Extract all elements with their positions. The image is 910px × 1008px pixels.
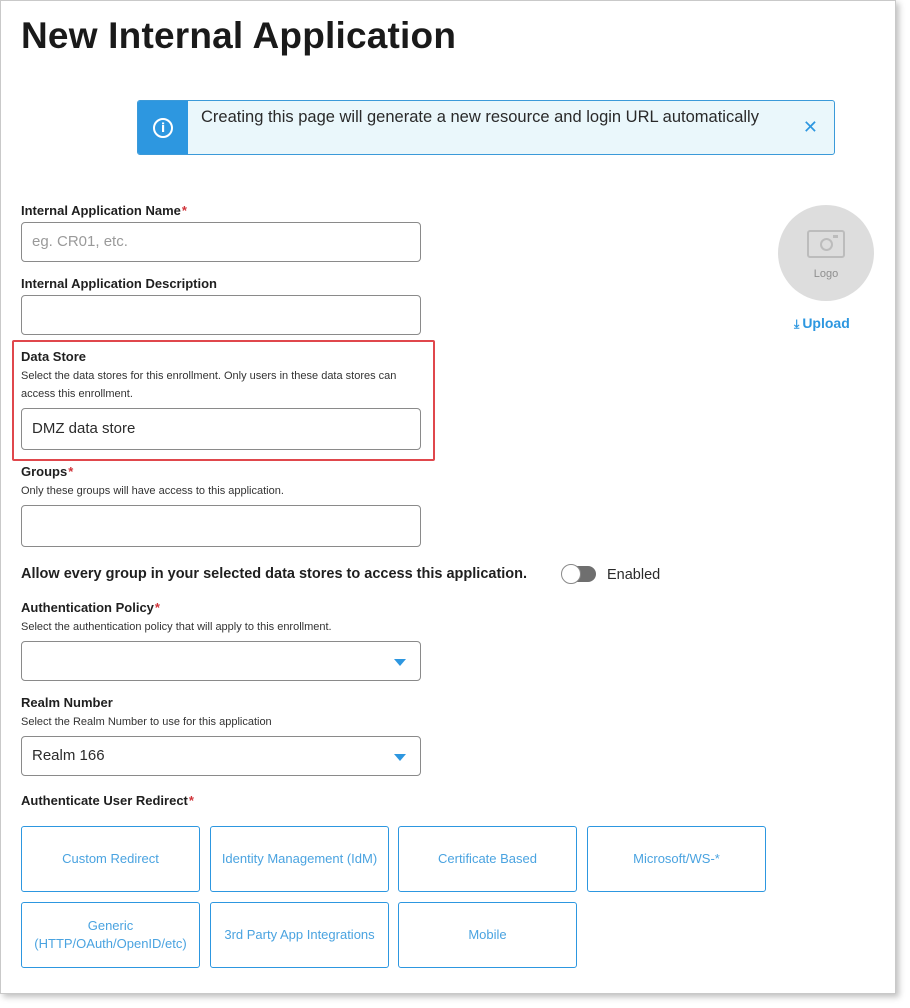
- redirect-label: [21, 793, 194, 808]
- auth-policy-label: [21, 600, 160, 615]
- redirect-option-mobile[interactable]: Mobile: [398, 902, 577, 968]
- redirect-option-idm[interactable]: Identity Management (IdM): [210, 826, 389, 892]
- redirect-option-third-party[interactable]: 3rd Party App Integrations: [210, 902, 389, 968]
- logo-placeholder[interactable]: [778, 205, 874, 301]
- redirect-label-text: Authenticate User Redirect: [21, 793, 188, 808]
- auth-policy-help: Select the authentication policy that will apply to this enrollment.: [21, 621, 332, 633]
- data-store-input[interactable]: DMZ data store: [21, 408, 421, 450]
- camera-flash: [833, 235, 838, 238]
- required-mark: *: [154, 600, 160, 615]
- toggle-status-text: Enabled: [607, 567, 661, 583]
- info-banner: [137, 100, 835, 155]
- groups-input[interactable]: [21, 505, 421, 547]
- data-store-help: Select the data stores for this enrollment. Only users in these data stores can access this enrollment.: [21, 370, 397, 400]
- toggle-knob: [561, 564, 581, 584]
- chevron-down-icon: [394, 659, 406, 666]
- app-name-input[interactable]: eg. CR01, etc.: [21, 222, 421, 262]
- redirect-option-microsoft-ws[interactable]: Microsoft/WS-*: [587, 826, 766, 892]
- banner-icon-box: [138, 101, 188, 154]
- realm-number-help: Select the Realm Number to use for this application: [21, 716, 272, 728]
- chevron-down-icon: [394, 754, 406, 761]
- redirect-option-certificate[interactable]: Certificate Based: [398, 826, 577, 892]
- allow-all-groups-label: Allow every group in your selected data stores to access this application.: [21, 566, 528, 582]
- data-store-label: Data Store: [21, 349, 87, 364]
- required-mark: *: [181, 203, 187, 218]
- close-icon[interactable]: ✕: [802, 117, 818, 138]
- download-icon: ⤓: [794, 317, 800, 331]
- info-icon: i: [153, 118, 173, 138]
- required-mark: *: [188, 793, 194, 808]
- upload-label: Upload: [802, 315, 850, 331]
- auth-policy-label-text: Authentication Policy: [21, 600, 154, 615]
- logo-text: Logo: [813, 268, 839, 280]
- redirect-option-generic[interactable]: Generic (HTTP/OAuth/OpenID/etc): [21, 902, 200, 968]
- allow-all-groups-toggle[interactable]: [562, 566, 596, 582]
- app-description-input[interactable]: [21, 295, 421, 335]
- groups-label: [21, 464, 73, 479]
- app-name-label-text: Internal Application Name: [21, 203, 181, 218]
- realm-number-value: Realm 166: [32, 747, 105, 764]
- redirect-option-custom[interactable]: Custom Redirect: [21, 826, 200, 892]
- required-mark: *: [68, 464, 74, 479]
- groups-help: Only these groups will have access to this application.: [21, 485, 284, 497]
- groups-label-text: Groups: [21, 464, 68, 479]
- app-description-label: Internal Application Description: [21, 276, 217, 291]
- upload-link[interactable]: [794, 315, 850, 332]
- realm-number-select[interactable]: [21, 736, 421, 776]
- auth-policy-select[interactable]: [21, 641, 421, 681]
- app-name-label: [21, 203, 187, 218]
- page-title: New Internal Application: [21, 15, 457, 56]
- camera-lens: [820, 238, 833, 251]
- banner-message: Creating this page will generate a new resource and login URL automatically: [201, 108, 759, 126]
- realm-number-label: Realm Number: [21, 695, 113, 710]
- camera-icon: [807, 230, 845, 258]
